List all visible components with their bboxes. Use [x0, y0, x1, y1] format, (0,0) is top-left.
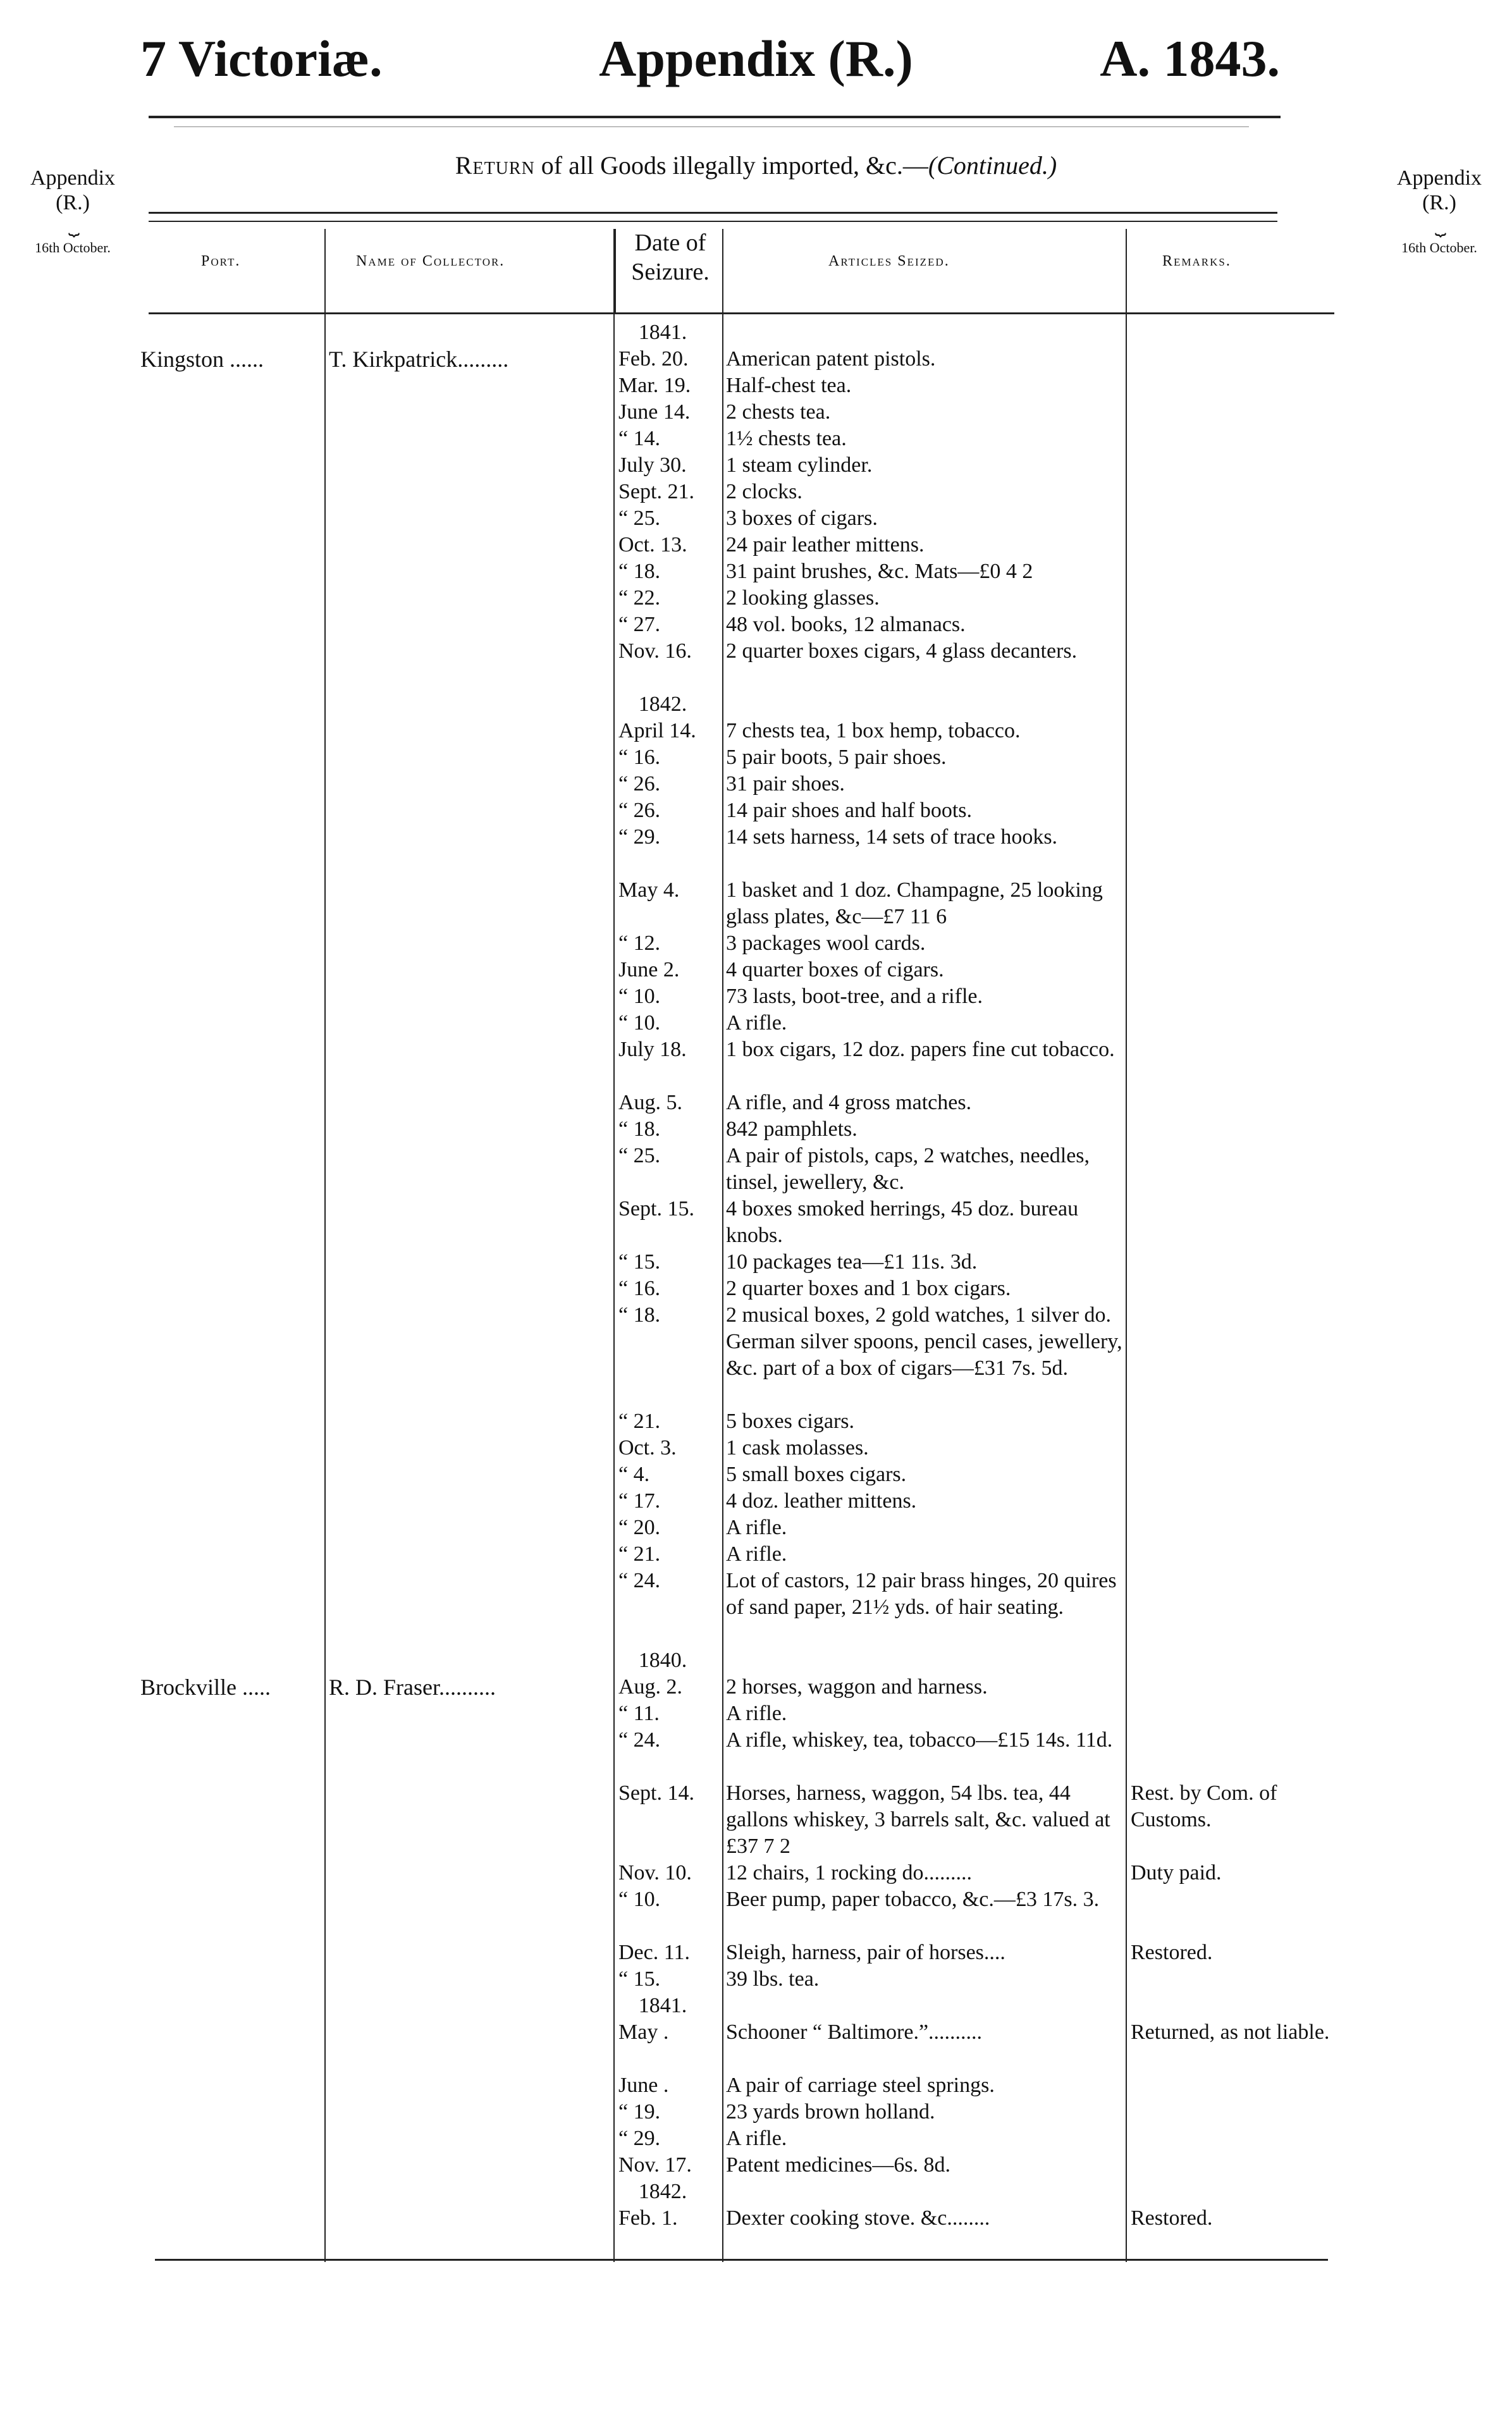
seizure-date: Nov. 17.: [618, 2153, 692, 2177]
articles-seized: 14 pair shoes and half boots.: [726, 799, 973, 822]
seizure-date: “ 12.: [618, 931, 661, 955]
collector-name: R. D. Fraser..........: [329, 1675, 496, 1700]
return-title-text: of all Goods illegally imported, &c.—: [541, 151, 928, 180]
brace-icon: ⏟: [1435, 215, 1444, 237]
seizure-year: 1841.: [638, 321, 687, 344]
column-header-date-line1: Date of: [634, 230, 706, 256]
seizure-date: “ 26.: [618, 772, 661, 796]
seizure-date: “ 10.: [618, 1888, 661, 1911]
articles-seized: A rifle, and 4 gross matches.: [726, 1091, 972, 1114]
side-date-left: 16th October.: [35, 239, 111, 255]
seizure-date: “ 20.: [618, 1516, 661, 1539]
column-header-port: Port.: [201, 253, 241, 269]
articles-seized: A rifle.: [726, 1702, 787, 1725]
seizure-date: “ 4.: [618, 1463, 650, 1486]
seizure-date: Aug. 2.: [618, 1675, 683, 1699]
port-name: Kingston ......: [140, 347, 264, 372]
column-header-rule: [149, 312, 1334, 314]
seizure-date: Oct. 13.: [618, 533, 687, 556]
column-header-date-line2: Seizure.: [631, 258, 710, 285]
seizure-date: Nov. 16.: [618, 639, 692, 663]
column-header-articles: Articles Seized.: [828, 253, 950, 269]
articles-seized: Sleigh, harness, pair of horses....: [726, 1941, 1005, 1964]
bottom-rule: [155, 2259, 1328, 2261]
column-divider-date-head: [615, 229, 616, 312]
seizure-date: “ 10.: [618, 1011, 661, 1035]
collector-name: T. Kirkpatrick.........: [329, 347, 509, 372]
seizure-date: “ 29.: [618, 825, 661, 849]
articles-seized: A rifle.: [726, 1011, 787, 1035]
column-divider-port: [324, 229, 326, 2262]
seizure-date: July 30.: [618, 453, 687, 477]
articles-seized: A rifle.: [726, 1516, 787, 1539]
header-appendix: Appendix (R.): [599, 30, 913, 87]
port-name: Brockville .....: [140, 1675, 271, 1700]
articles-seized: Half-chest tea.: [726, 374, 852, 397]
header-year: A. 1843.: [1100, 30, 1280, 87]
seizure-date: Nov. 10.: [618, 1861, 692, 1884]
seizure-year: 1842.: [638, 2180, 687, 2203]
column-header-collector: Name of Collector.: [356, 253, 505, 269]
articles-seized: 3 packages wool cards.: [726, 931, 926, 955]
seizure-date: “ 21.: [618, 1542, 661, 1566]
seizure-date: “ 10.: [618, 985, 661, 1008]
seizure-date: July 18.: [618, 1038, 687, 1061]
top-rule-thin: [174, 126, 1249, 127]
seizure-date: “ 21.: [618, 1410, 661, 1433]
seizure-date: May 4.: [618, 878, 680, 902]
remarks: Restored.: [1131, 1941, 1213, 1964]
return-title-lead: Return: [455, 151, 535, 180]
articles-seized: 48 vol. books, 12 almanacs.: [726, 613, 966, 636]
column-divider-collector: [613, 229, 615, 2262]
seizure-date: “ 24.: [618, 1728, 661, 1752]
articles-seized: 5 small boxes cigars.: [726, 1463, 907, 1486]
seizure-date: “ 15.: [618, 1250, 661, 1274]
seizure-date: “ 18.: [618, 560, 661, 583]
articles-seized: 24 pair leather mittens.: [726, 533, 925, 556]
articles-seized: 23 yards brown holland.: [726, 2100, 935, 2124]
seizure-date: Sept. 15.: [618, 1197, 694, 1220]
articles-seized: 1 steam cylinder.: [726, 453, 873, 477]
seizure-date: “ 25.: [618, 507, 661, 530]
articles-seized: 2 horses, waggon and harness.: [726, 1675, 988, 1699]
articles-seized: Schooner “ Baltimore.”..........: [726, 2020, 983, 2044]
seizure-year: 1842.: [638, 692, 687, 716]
seizure-date: “ 26.: [618, 799, 661, 822]
side-date-right: 16th October.: [1401, 239, 1477, 255]
articles-seized: 2 clocks.: [726, 480, 802, 503]
articles-seized: A rifle.: [726, 2127, 787, 2150]
return-title: [0, 151, 1512, 180]
side-label-right: [1367, 166, 1512, 255]
seizure-date: “ 24.: [618, 1569, 661, 1592]
column-divider-articles: [1126, 229, 1127, 2262]
articles-seized: Dexter cooking stove. &c........: [726, 2206, 990, 2230]
header-session: 7 Victoriæ.: [140, 30, 383, 87]
return-title-continued: (Continued.): [928, 151, 1057, 180]
seizure-date: “ 18.: [618, 1117, 661, 1141]
articles-seized: 4 boxes smoked herrings, 45 doz. bureau knobs.: [726, 1197, 1079, 1247]
articles-seized: 4 quarter boxes of cigars.: [726, 958, 944, 981]
articles-seized: Lot of castors, 12 pair brass hinges, 20 quires of sand paper, 21½ yds. of hair seating.: [726, 1569, 1117, 1619]
seizure-date: Mar. 19.: [618, 374, 691, 397]
seizure-date: “ 14.: [618, 427, 661, 450]
articles-seized: 2 looking glasses.: [726, 586, 880, 610]
seizure-date: April 14.: [618, 719, 696, 742]
seizure-date: “ 19.: [618, 2100, 661, 2124]
articles-seized: 2 quarter boxes cigars, 4 glass decanters.: [726, 639, 1078, 663]
column-divider-date: [722, 229, 723, 2262]
side-appendix-right: Appendix: [1396, 166, 1482, 190]
seizure-date: June 2.: [618, 958, 680, 981]
articles-seized: Beer pump, paper tobacco, &c.—£3 17s. 3.: [726, 1888, 1100, 1911]
seizure-date: June .: [618, 2074, 669, 2097]
seizure-date: “ 15.: [618, 1967, 661, 1991]
column-header-date: [620, 229, 721, 286]
side-appendix-left: Appendix: [30, 166, 116, 190]
articles-seized: 1 cask molasses.: [726, 1436, 869, 1460]
remarks: Restored.: [1131, 2206, 1213, 2230]
articles-seized: American patent pistols.: [726, 347, 936, 371]
articles-seized: 3 boxes of cigars.: [726, 507, 878, 530]
remarks: Rest. by Com. of Customs.: [1131, 1781, 1277, 1831]
side-label-left: [0, 166, 145, 255]
seizure-date: Aug. 5.: [618, 1091, 683, 1114]
articles-seized: 2 musical boxes, 2 gold watches, 1 silver do. German silver spoons, pencil cases, jewellery, &c. part of a box of cigars—£31 7s. 5d.: [726, 1303, 1122, 1380]
seizure-year: 1841.: [638, 1994, 687, 2017]
seizure-date: “ 27.: [618, 613, 661, 636]
seizure-date: Feb. 1.: [618, 2206, 678, 2230]
side-letter-left: (R.): [56, 191, 90, 215]
seizure-date: Sept. 21.: [618, 480, 694, 503]
seizure-date: “ 16.: [618, 746, 661, 769]
seizure-date: “ 25.: [618, 1144, 661, 1167]
articles-seized: 1½ chests tea.: [726, 427, 847, 450]
articles-seized: 2 chests tea.: [726, 400, 831, 424]
articles-seized: 73 lasts, boot-tree, and a rifle.: [726, 985, 983, 1008]
articles-seized: 5 boxes cigars.: [726, 1410, 855, 1433]
seizure-date: Dec. 11.: [618, 1941, 690, 1964]
articles-seized: Horses, harness, waggon, 54 lbs. tea, 44 gallons whiskey, 3 barrels salt, &c. valued at £37 7 2: [726, 1781, 1110, 1858]
seizure-year: 1840.: [638, 1649, 687, 1672]
articles-seized: Patent medicines—6s. 8d.: [726, 2153, 951, 2177]
articles-seized: 1 box cigars, 12 doz. papers fine cut tobacco.: [726, 1038, 1115, 1061]
seizure-date: “ 17.: [618, 1489, 661, 1513]
articles-seized: 7 chests tea, 1 box hemp, tobacco.: [726, 719, 1021, 742]
seizure-date: June 14.: [618, 400, 691, 424]
articles-seized: 31 paint brushes, &c. Mats—£0 4 2: [726, 560, 1033, 583]
articles-seized: 2 quarter boxes and 1 box cigars.: [726, 1277, 1011, 1300]
seizure-date: “ 11.: [618, 1702, 660, 1725]
seizure-date: “ 16.: [618, 1277, 661, 1300]
articles-seized: 31 pair shoes.: [726, 772, 845, 796]
remarks: Returned, as not liable.: [1131, 2020, 1330, 2044]
remarks: Duty paid.: [1131, 1861, 1222, 1884]
articles-seized: 14 sets harness, 14 sets of trace hooks.: [726, 825, 1058, 849]
side-letter-right: (R.): [1422, 191, 1456, 215]
articles-seized: A rifle, whiskey, tea, tobacco—£15 14s. 11d.: [726, 1728, 1113, 1752]
seizure-date: “ 22.: [618, 586, 661, 610]
top-rule: [149, 116, 1281, 118]
articles-seized: 4 doz. leather mittens.: [726, 1489, 917, 1513]
articles-seized: 5 pair boots, 5 pair shoes.: [726, 746, 947, 769]
articles-seized: 12 chairs, 1 rocking do.........: [726, 1861, 973, 1884]
double-rule-top: [149, 212, 1277, 214]
column-header-remarks: Remarks.: [1162, 253, 1231, 269]
seizure-date: Sept. 14.: [618, 1781, 694, 1805]
articles-seized: A pair of pistols, caps, 2 watches, needles, tinsel, jewellery, &c.: [726, 1144, 1090, 1194]
seizure-date: “ 18.: [618, 1303, 661, 1327]
seizure-date: May .: [618, 2020, 669, 2044]
articles-seized: 39 lbs. tea.: [726, 1967, 820, 1991]
double-rule-bottom: [149, 221, 1277, 222]
articles-seized: 842 pamphlets.: [726, 1117, 857, 1141]
articles-seized: A pair of carriage steel springs.: [726, 2074, 995, 2097]
seizure-date: Oct. 3.: [618, 1436, 677, 1460]
seizure-date: Feb. 20.: [618, 347, 689, 371]
articles-seized: 10 packages tea—£1 11s. 3d.: [726, 1250, 978, 1274]
seizure-date: “ 29.: [618, 2127, 661, 2150]
articles-seized: A rifle.: [726, 1542, 787, 1566]
articles-seized: 1 basket and 1 doz. Champagne, 25 looking glass plates, &c—£7 11 6: [726, 878, 1103, 928]
brace-icon: ⏟: [68, 215, 77, 237]
